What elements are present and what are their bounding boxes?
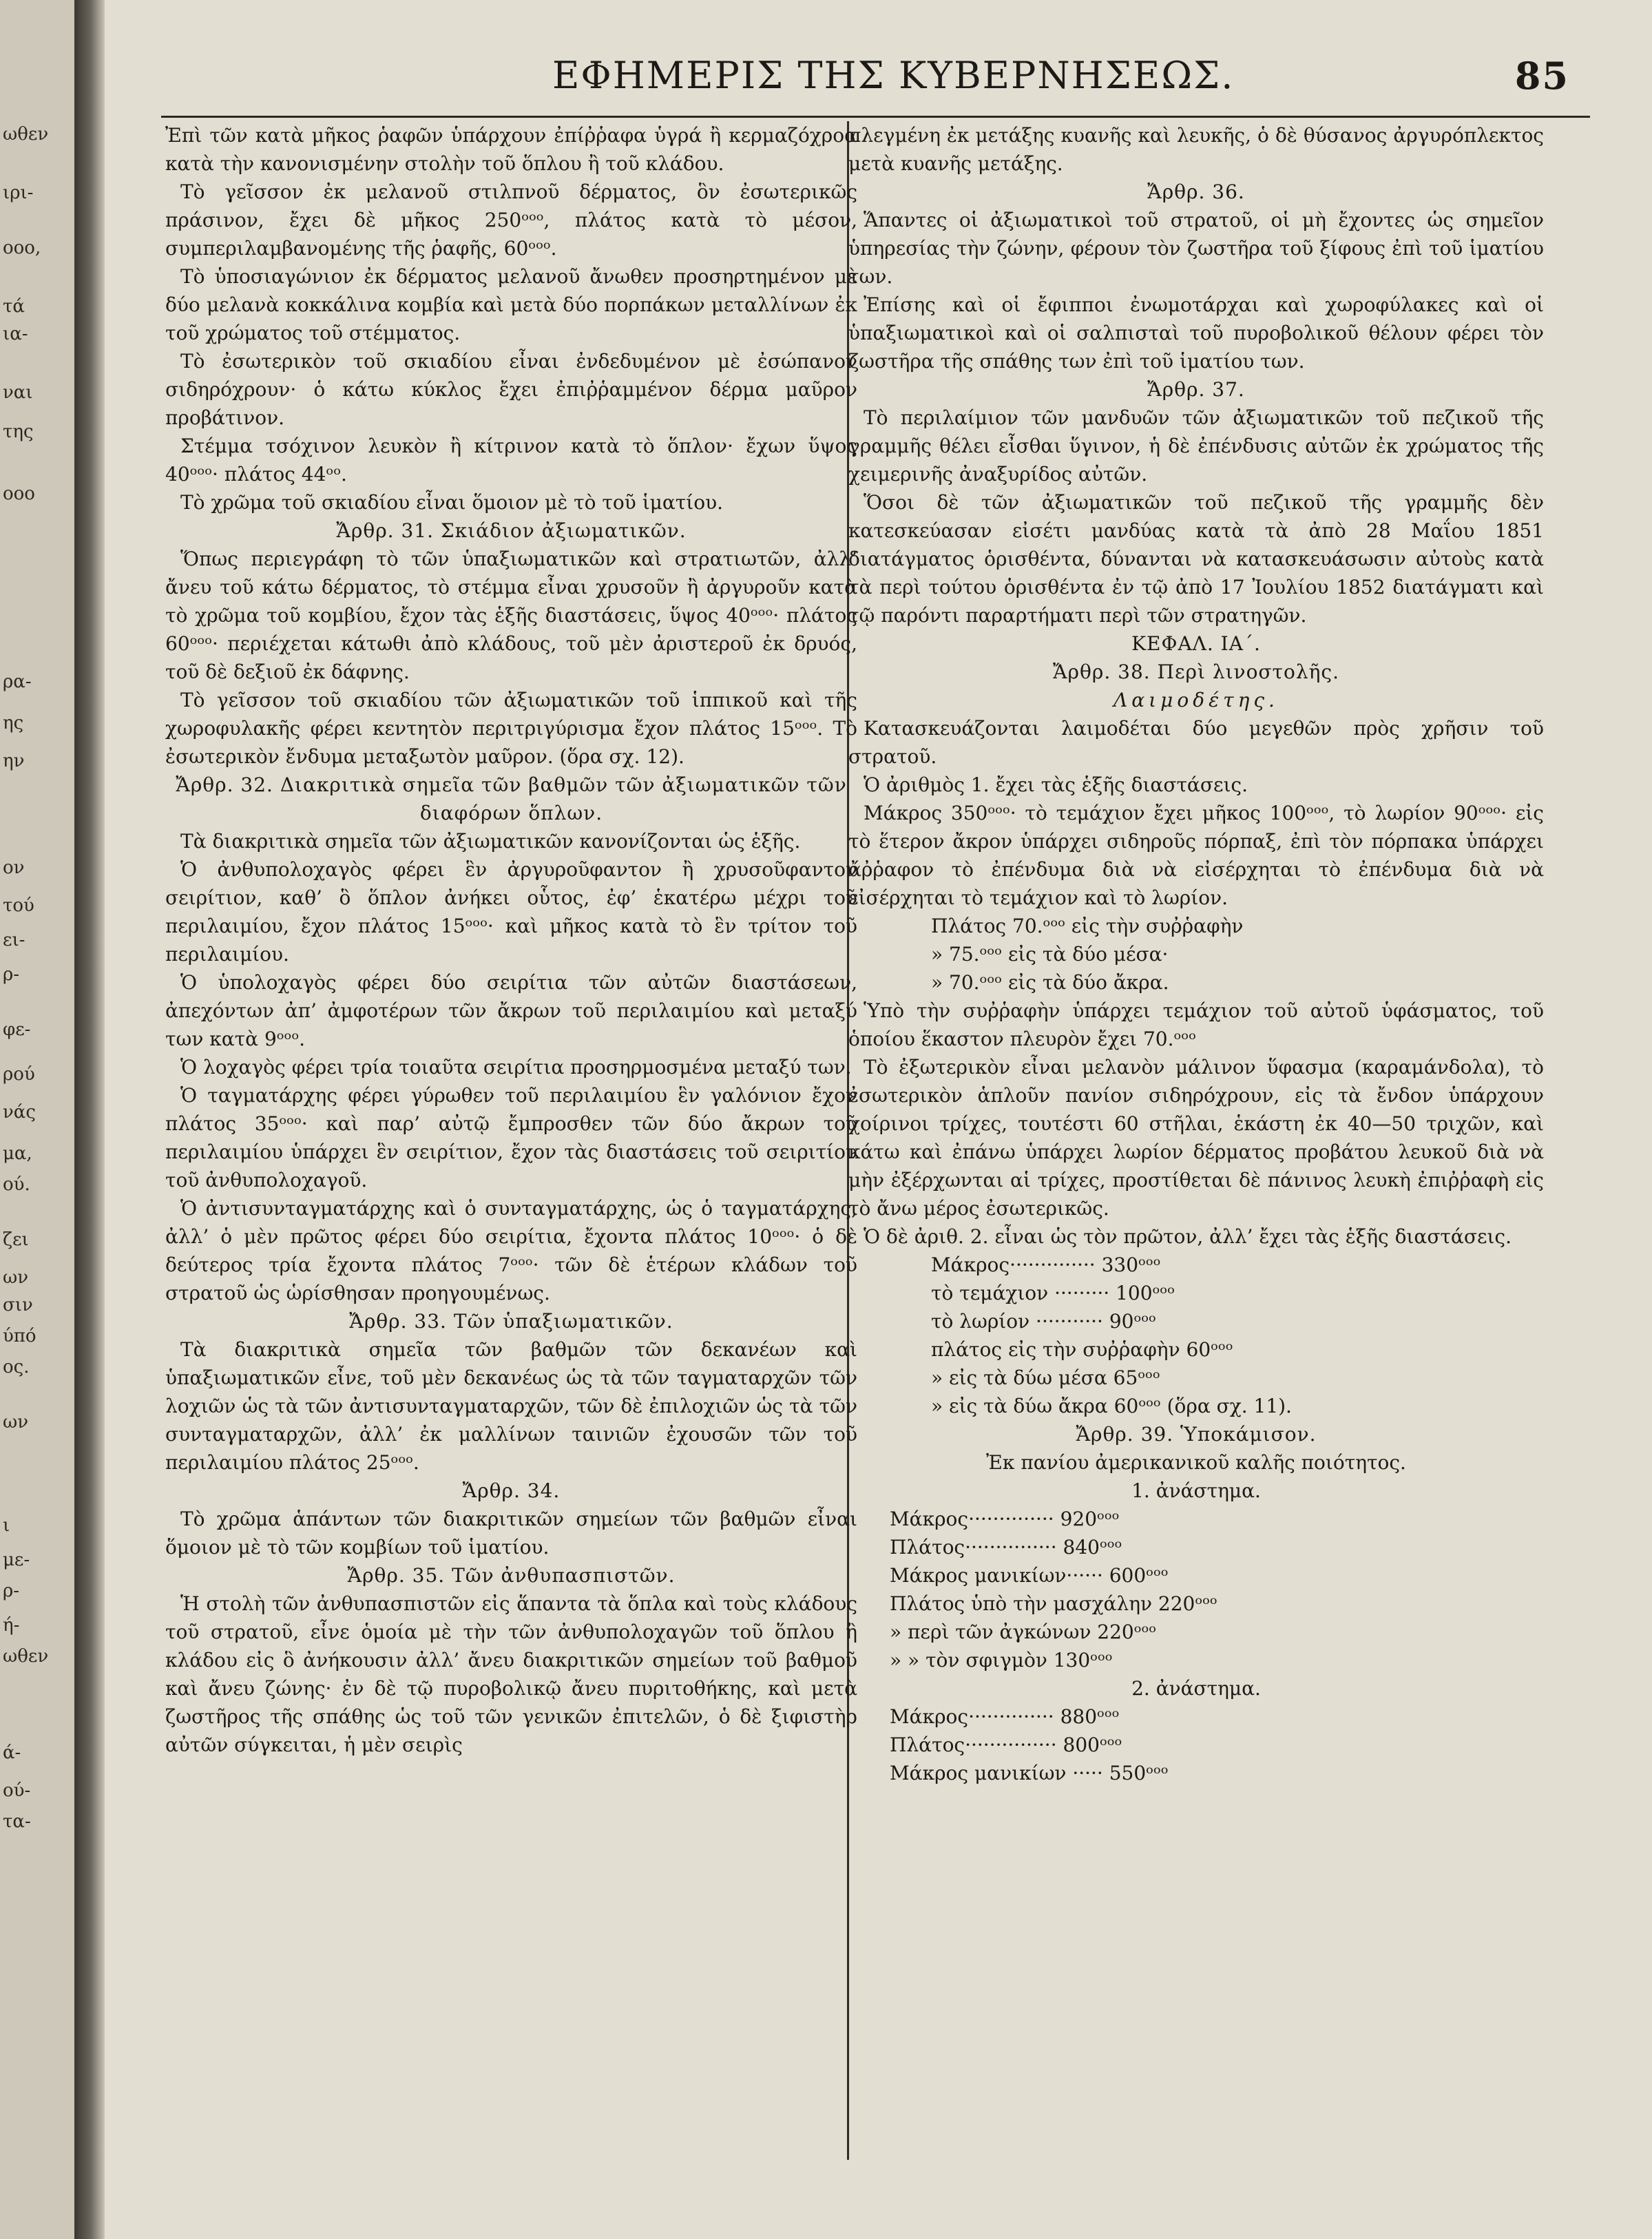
margin-fragment: τού bbox=[3, 895, 34, 916]
dimension-line: Μάκρος μανικίων······ 600ᵒᵒᵒ bbox=[890, 1564, 1169, 1587]
margin-fragment: ος. bbox=[3, 1357, 30, 1377]
dimension-line: Πλάτος··············· 800ᵒᵒᵒ bbox=[890, 1733, 1122, 1756]
paragraph: Ὁ ἀριθμὸς 1. ἔχει τὰς ἑξῆς διαστάσεις. bbox=[864, 773, 1248, 796]
dimension-line: Πλάτος 70.ᵒᵒᵒ εἰς τὴν συῤῥαφὴν bbox=[931, 915, 1244, 937]
paragraph: Τὸ χρῶμα τοῦ σκιαδίου εἶναι ὅμοιον μὲ τὸ τοῦ ἱματίου. bbox=[180, 491, 724, 514]
margin-fragment: ναι bbox=[3, 382, 33, 403]
margin-fragment: ρ- bbox=[3, 964, 20, 985]
dimension-line: Μάκρος·············· 880ᵒᵒᵒ bbox=[890, 1705, 1120, 1728]
paragraph: Ὁ ἀντισυνταγματάρχης καὶ ὁ συνταγματάρχης, ὡς ὁ ταγματάρχης, ἀλλ’ ὁ μὲν πρῶτος φέρει δύο σειρίτια, ἔχοντα πλάτος 10ᵒᵒᵒ· ὁ δὲ δεύτερος τρία ἔχοντα πλάτος 7ᵒᵒᵒ· τῶν δὲ ἑτέρων κλάδων τοῦ στρατοῦ ὡς ὡρίσθησαν προηγουμένως. bbox=[165, 1197, 857, 1304]
paragraph: Ὁ δὲ ἀριθ. 2. εἶναι ὡς τὸν πρῶτον, ἀλλ’ ἔχει τὰς ἑξῆς διαστάσεις. bbox=[864, 1225, 1512, 1248]
margin-fragment: ην bbox=[3, 751, 25, 771]
margin-fragment: φε- bbox=[3, 1019, 31, 1040]
dimension-line: » εἰς τὰ δύω μέσα 65ᵒᵒᵒ bbox=[931, 1366, 1160, 1389]
chapter-heading: ΚΕΦΑΛ. ΙΑ΄. bbox=[1131, 632, 1261, 655]
margin-fragment: της bbox=[3, 421, 34, 442]
article-heading: Ἄρθρ. 37. bbox=[1147, 378, 1245, 401]
margin-fragment: ει- bbox=[3, 930, 25, 950]
margin-fragment: μα, bbox=[3, 1143, 32, 1164]
margin-fragment: σιν bbox=[3, 1295, 33, 1315]
left-column bbox=[165, 121, 857, 2160]
article-heading: Ἄρθρ. 32. Διακριτικὰ σημεῖα τῶν βαθμῶν τῶν ἀξιωματικῶν τῶν διαφόρων ὅπλων. bbox=[176, 773, 847, 824]
document-page bbox=[105, 0, 1652, 2239]
paragraph: Ὁ ἀνθυπολοχαγὸς φέρει ἓν ἀργυροῦφαντον ἢ χρυσοῦφαντον σειρίτιον, καθ’ ὃ ὅπλον ἀνήκει οὗτος, ἐφ’ ἑκατέρω μέχρι τοῦ περιλαιμίου, ἔχον πλάτος 15ᵒᵒᵒ· καὶ μῆκος κατὰ τὸ ἓν τρίτον τοῦ περιλαιμίου. bbox=[165, 858, 857, 966]
margin-fragment: ού- bbox=[3, 1780, 31, 1801]
header-rule bbox=[161, 116, 1590, 118]
size-heading: 1. ἀνάστημα. bbox=[1131, 1479, 1261, 1502]
margin-fragment: ή- bbox=[3, 1615, 20, 1636]
margin-fragment: ης bbox=[3, 713, 24, 733]
facing-page-margin bbox=[0, 0, 74, 2239]
article-heading: Ἄρθρ. 39. Ὑποκάμισον. bbox=[1076, 1423, 1317, 1446]
paragraph: πλεγμένη ἐκ μετάξης κυανῆς καὶ λευκῆς, ὁ δὲ θύσανος ἀργυρόπλεκτος μετὰ κυανῆς μετάξης. bbox=[848, 124, 1544, 175]
paragraph: Κατασκευάζονται λαιμοδέται δύο μεγεθῶν πρὸς χρῆσιν τοῦ στρατοῦ. bbox=[848, 717, 1544, 768]
margin-fragment: ων bbox=[3, 1412, 29, 1433]
margin-fragment: ον bbox=[3, 857, 25, 878]
dimension-line: » » τὸν σφιγμὸν 130ᵒᵒᵒ bbox=[890, 1649, 1113, 1672]
margin-fragment: ύπό bbox=[3, 1326, 36, 1346]
dimension-line: Μάκρος·············· 920ᵒᵒᵒ bbox=[890, 1508, 1120, 1530]
margin-fragment: ιρι- bbox=[3, 183, 34, 203]
paragraph: Ἐκ πανίου ἀμερικανικοῦ καλῆς ποιότητος. bbox=[986, 1451, 1406, 1474]
paragraph: Μάκρος 350ᵒᵒᵒ· τὸ τεμάχιον ἔχει μῆκος 100ᵒᵒᵒ, τὸ λωρίον 90ᵒᵒᵒ· εἰς τὸ ἕτερον ἄκρον ὑπάρχει σιδηροῦς πόρπαξ, ἐπὶ τὸν πόρπακα ὑπάρχει ἄῤῥαφον τὸ ἐπένδυμα διὰ νὰ εἰσέρχηται τὸ ἐπένδυμα διὰ νὰ εἰσέρχηται τὸ τεμάχιον καὶ τὸ λωρίον. bbox=[848, 802, 1544, 909]
paragraph: Τὸ ὑποσιαγώνιον ἐκ δέρματος μελανοῦ ἄνωθεν προσηρτημένον μὲ δύο μελανὰ κοκκάλινα κομβία καὶ μετὰ δύο πορπάκων μεταλλίνων ἐκ τοῦ χρώματος τοῦ στέμματος. bbox=[165, 265, 857, 344]
paragraph: Ἐπὶ τῶν κατὰ μῆκος ῥαφῶν ὑπάρχουν ἐπίῤῥαφα ὑγρά ἢ κερμαζόχροα κατὰ τὴν κανονισμένην στολὴν τοῦ ὅπλου ἢ τοῦ κλάδου. bbox=[165, 124, 857, 175]
paragraph: Στέμμα τσόχινον λευκὸν ἢ κίτρινον κατὰ τὸ ὅπλον· ἔχων ὕψος 40ᵒᵒᵒ· πλάτος 44ᵒᵒ. bbox=[165, 435, 857, 486]
margin-fragment: τά bbox=[3, 296, 25, 317]
margin-fragment: με- bbox=[3, 1550, 30, 1570]
margin-fragment: ρα- bbox=[3, 671, 32, 692]
margin-fragment: τα- bbox=[3, 1811, 31, 1832]
dimension-line: Μάκρος μανικίων ····· 550ᵒᵒᵒ bbox=[890, 1762, 1169, 1784]
margin-fragment: ζει bbox=[3, 1229, 29, 1250]
margin-fragment: ια- bbox=[3, 324, 28, 344]
article-heading: Ἄρθρ. 38. Περὶ λινοστολῆς. bbox=[1053, 660, 1339, 683]
paragraph: Ὑπὸ τὴν συῤῥαφὴν ὑπάρχει τεμάχιον τοῦ αὐτοῦ ὑφάσματος, τοῦ ὁποίου ἕκαστον πλευρὸν ἔχει 70.ᵒᵒᵒ bbox=[848, 999, 1544, 1050]
dimension-line: τὸ τεμάχιον ········· 100ᵒᵒᵒ bbox=[931, 1282, 1175, 1304]
book-spine-shadow bbox=[74, 0, 105, 2239]
paragraph: Ὁ λοχαγὸς φέρει τρία τοιαῦτα σειρίτια προσηρμοσμένα μεταξύ των. bbox=[180, 1056, 852, 1079]
paragraph: Ἐπίσης καὶ οἱ ἔφιπποι ἐνωμοτάρχαι καὶ χωροφύλακες καὶ οἱ ὑπαξιωματικοὶ καὶ οἱ σαλπισταὶ τοῦ πυροβολικοῦ θέλουν φέρει τὸν ζωστῆρα τῆς σπάθης των ἐπὶ τοῦ ἱματίου των. bbox=[848, 293, 1544, 373]
right-column bbox=[848, 121, 1544, 2160]
article-heading: Ἄρθρ. 35. Τῶν ἀνθυπασπιστῶν. bbox=[347, 1564, 676, 1587]
dimension-line: » εἰς τὰ δύω ἄκρα 60ᵒᵒᵒ (ὅρα σχ. 11). bbox=[931, 1395, 1292, 1417]
paragraph: Ἅπαντες οἱ ἀξιωματικοὶ τοῦ στρατοῦ, οἱ μὴ ἔχοντες ὡς σημεῖον ὑπηρεσίας τὴν ζώνην, φέρουν τὸν ζωστῆρα τοῦ ξίφους ἐπὶ τοῦ ἱματίου των. bbox=[848, 209, 1544, 288]
dimension-line: » 70.ᵒᵒᵒ εἰς τὰ δύο ἄκρα. bbox=[931, 971, 1169, 994]
article-heading: Ἄρθρ. 31. Σκιάδιον ἀξιωματικῶν. bbox=[336, 519, 687, 542]
margin-fragment: ρ- bbox=[3, 1581, 20, 1601]
margin-fragment: ooo bbox=[3, 483, 35, 504]
paragraph: Τὸ περιλαίμιον τῶν μανδυῶν τῶν ἀξιωματικῶν τοῦ πεζικοῦ τῆς γραμμῆς θέλει εἶσθαι ὕγινον, ἡ δὲ ἐπένδυσις αὐτῶν ἐκ χρώματος τῆς χειμερινῆς ἀναξυρίδος αὐτῶν. bbox=[848, 406, 1544, 486]
paragraph: Ὁ ὑπολοχαγὸς φέρει δύο σειρίτια τῶν αὐτῶν διαστάσεων, ἀπεχόντων ἀπ’ ἀμφοτέρων τῶν ἄκρων τοῦ περιλαιμίου καὶ μεταξύ των κατὰ 9ᵒᵒᵒ. bbox=[165, 971, 857, 1050]
publication-title: ΕΦΗΜΕΡΙΣ ΤΗΣ ΚΥΒΕΡΝΗΣΕΩΣ. bbox=[552, 54, 1235, 97]
section-subheading: Λαιμοδέτης. bbox=[1113, 689, 1279, 711]
article-heading: Ἄρθρ. 34. bbox=[462, 1479, 561, 1502]
dimension-line: » 75.ᵒᵒᵒ εἰς τὰ δύο μέσα· bbox=[931, 943, 1169, 966]
margin-fragment: ά- bbox=[3, 1742, 21, 1763]
paragraph: Ἡ στολὴ τῶν ἀνθυπασπιστῶν εἰς ἅπαντα τὰ ὅπλα καὶ τοὺς κλάδους τοῦ στρατοῦ, εἶνε ὁμοία μὲ τὴν τῶν ἀνθυπολοχαγῶν τοῦ ὅπλου ἢ κλάδου εἰς ὃ ἀνήκουσιν ἀλλ’ ἄνευ διακριτικῶν σημείων τοῦ βαθμοῦ καὶ ἄνευ ζώνης· ἐν δὲ τῷ πυροβολικῷ ἄνευ πυριτοθήκης, καὶ μετὰ ζωστῆρος τῆς σπάθης ὡς τοῦ τῶν γενικῶν ἐπιτελῶν, ὁ δὲ ξιφιστὴρ αὐτῶν σύγκειται, ἡ μὲν σειρὶς bbox=[165, 1592, 857, 1756]
running-header bbox=[105, 54, 1652, 102]
paragraph: Τὰ διακριτικὰ σημεῖα τῶν ἀξιωματικῶν κανονίζονται ὡς ἑξῆς. bbox=[180, 830, 801, 853]
paragraph: Τὰ διακριτικὰ σημεῖα τῶν βαθμῶν τῶν δεκανέων καὶ ὑπαξιωματικῶν εἶνε, τοῦ μὲν δεκανέως ὡς τὰ τῶν ταγματαρχῶν τῶν λοχιῶν ὡς τὰ τῶν ἀντισυνταγματαρχῶν, τῶν δὲ ἐπιλοχιῶν ὡς τὰ τῶν συνταγματαρχῶν, ἀλλ’ ἐκ μαλλίνων ταινιῶν ἐχουσῶν τῶν τοῦ περιλαιμίου πλάτος 25ᵒᵒᵒ. bbox=[165, 1338, 857, 1474]
article-heading: Ἄρθρ. 36. bbox=[1147, 180, 1245, 203]
dimension-line: Μάκρος·············· 330ᵒᵒᵒ bbox=[931, 1253, 1161, 1276]
paragraph: Τὸ ἐσωτερικὸν τοῦ σκιαδίου εἶναι ἐνδεδυμένον μὲ ἐσώπανον σιδηρόχρουν· ὁ κάτω κύκλος ἔχει ἐπιῤῥαμμένον δέρμα μαῦρον προβάτινον. bbox=[165, 350, 857, 429]
dimension-line: τὸ λωρίον ··········· 90ᵒᵒᵒ bbox=[931, 1310, 1156, 1333]
margin-fragment: ού. bbox=[3, 1174, 30, 1195]
margin-fragment: ων bbox=[3, 1267, 29, 1288]
dimension-line: πλάτος εἰς τὴν συῤῥαφὴν 60ᵒᵒᵒ bbox=[931, 1338, 1233, 1361]
margin-fragment: ωθεν bbox=[3, 124, 49, 145]
page-number: 85 bbox=[1514, 54, 1569, 98]
margin-fragment: ooo, bbox=[3, 238, 41, 258]
margin-fragment: ωθεν bbox=[3, 1646, 49, 1667]
paragraph: Τὸ γεῖσσον τοῦ σκιαδίου τῶν ἀξιωματικῶν τοῦ ἱππικοῦ καὶ τῆς χωροφυλακῆς φέρει κεντητὸν περιτριγύρισμα ἔχον πλάτος 15ᵒᵒᵒ. Τὸ ἐσωτερικὸν ἔνδυμα μεταξωτὸν μαῦρον. (ὅρα σχ. 12). bbox=[165, 689, 857, 768]
margin-fragment: νάς bbox=[3, 1102, 36, 1123]
size-heading: 2. ἀνάστημα. bbox=[1131, 1677, 1261, 1700]
paragraph: Ὅπως περιεγράφη τὸ τῶν ὑπαξιωματικῶν καὶ στρατιωτῶν, ἀλλ’ ἄνευ τοῦ κάτω δέρματος, τὸ στέμμα εἶναι χρυσοῦν ἢ ἀργυροῦν κατὰ τὸ χρῶμα τοῦ κομβίου, ἔχον τὰς ἑξῆς διαστάσεις, ὕψος 40ᵒᵒᵒ· πλάτος 60ᵒᵒᵒ· περιέχεται κάτωθι ἀπὸ κλάδους, τοῦ μὲν ἀριστεροῦ ἐκ δρυός, τοῦ δὲ δεξιοῦ ἐκ δάφνης. bbox=[165, 548, 857, 683]
paragraph: Τὸ γεῖσσον ἐκ μελανοῦ στιλπνοῦ δέρματος, ὃν ἐσωτερικῶς πράσινον, ἔχει δὲ μῆκος 250ᵒᵒᵒ, πλάτος κατὰ τὸ μέσον, συμπεριλαμβανομένης τῆς ῥαφῆς, 60ᵒᵒᵒ. bbox=[165, 180, 857, 260]
paragraph: Ὁ ταγματάρχης φέρει γύρωθεν τοῦ περιλαιμίου ἓν γαλόνιον ἔχον πλάτος 35ᵒᵒᵒ· καὶ παρ’ αὐτῷ ἔμπροσθεν τῶν δύο ἄκρων τοῦ περιλαιμίου ὑπάρχει ἓν σειρίτιον, ἔχον τὰς διαστάσεις τοῦ σειριτίου τοῦ ἀνθυπολοχαγοῦ. bbox=[165, 1084, 857, 1191]
paragraph: Τὸ ἐξωτερικὸν εἶναι μελανὸν μάλινον ὕφασμα (καραμάνδολα), τὸ ἐσωτερικὸν ἁπλοῦν πανίον σιδηρόχρουν, εἰς τὰ ἔνδον ὑπάρχουν χοίρινοι τρίχες, τουτέστι 60 στῆλαι, ἑκάστη ἐκ 40—50 τριχῶν, καὶ κάτω καὶ ἐπάνω ὑπάρχει λωρίον δέρματος προβάτου λευκοῦ διὰ νὰ μὴν ἐξέρχωνται αἱ τρίχες, προστίθεται δὲ πάνινος λευκὴ ἐπιῤῥαφὴ εἰς τὸ ἄνω μέρος ἐσωτερικῶς. bbox=[848, 1056, 1544, 1220]
dimension-line: Πλάτος··············· 840ᵒᵒᵒ bbox=[890, 1536, 1122, 1559]
margin-fragment: ρού bbox=[3, 1064, 35, 1085]
paragraph: Τὸ χρῶμα ἁπάντων τῶν διακριτικῶν σημείων τῶν βαθμῶν εἶναι ὅμοιον μὲ τὸ τῶν κομβίων τοῦ ἱματίου. bbox=[165, 1508, 857, 1559]
dimension-line: Πλάτος ὑπὸ τὴν μασχάλην 220ᵒᵒᵒ bbox=[890, 1592, 1217, 1615]
margin-fragment: ι bbox=[3, 1515, 10, 1536]
paragraph: Ὅσοι δὲ τῶν ἀξιωματικῶν τοῦ πεζικοῦ τῆς γραμμῆς δὲν κατεσκεύασαν εἰσέτι μανδύας κατὰ τὰ ἀπὸ 28 Μαΐου 1851 διατάγματος ὁρισθέντα, δύνανται νὰ κατασκευάσωσιν αὐτοὺς κατὰ τὰ περὶ τούτου ὁρισθέντα ἐν τῷ ἀπὸ 17 Ἰουλίου 1852 διατάγματι καὶ τῷ παρόντι παραρτήματι περὶ τῶν στρατηγῶν. bbox=[848, 491, 1544, 627]
article-heading: Ἄρθρ. 33. Τῶν ὑπαξιωματικῶν. bbox=[349, 1310, 673, 1333]
dimension-line: » περὶ τῶν ἀγκώνων 220ᵒᵒᵒ bbox=[890, 1621, 1157, 1643]
